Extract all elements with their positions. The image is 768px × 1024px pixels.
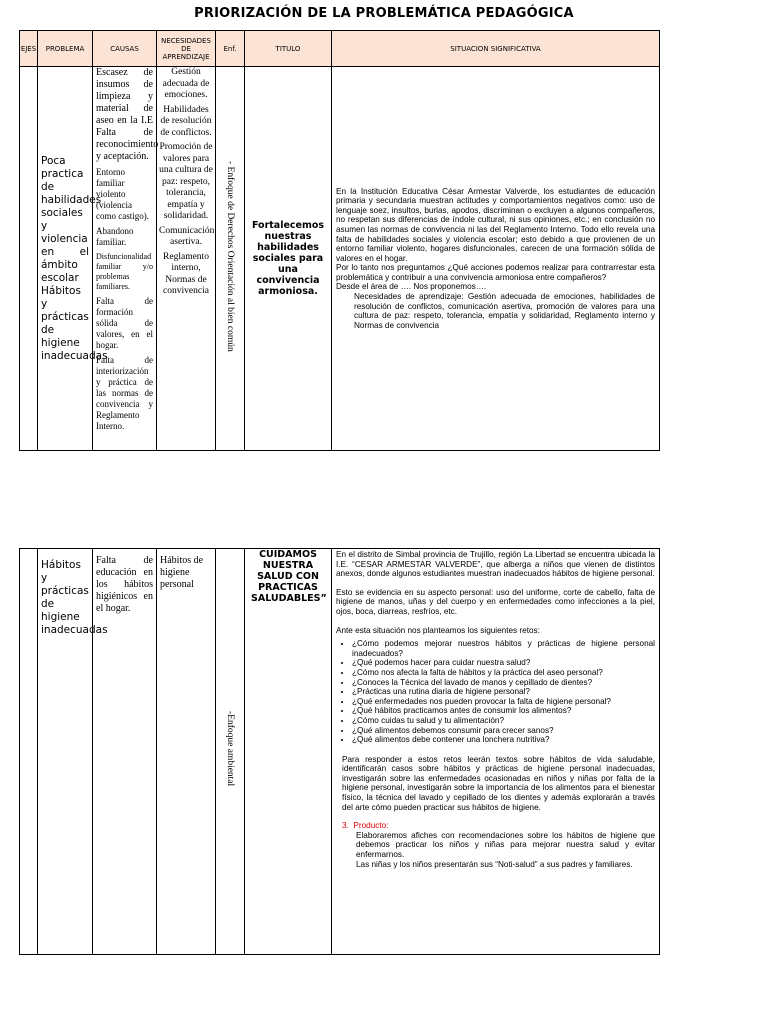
necesidad-item: Reglamento interno, Normas de convivencia <box>163 251 209 296</box>
producto-heading <box>336 821 655 831</box>
list-item: • ¿Conoces la Técnica del lavado de manos y cepillado de dientes? <box>352 678 655 688</box>
header-titulo: TITULO <box>245 31 332 67</box>
situacion-paragraph: Esto se evidencia en su aspecto personal: uso del uniforme, corte de cabello, falta de higiene de manos, uñas y del cuerpo y en enfermedades como infecciones a la piel, ojos, boca, diarreas, resfríos, etc. <box>336 587 655 616</box>
list-item: • ¿Prácticas una rutina diaria de higiene personal? <box>352 687 655 697</box>
priorization-table-2 <box>19 548 660 955</box>
list-item: • ¿Cómo nos afecta la falta de hábitos y la práctica del aseo personal? <box>352 668 655 678</box>
header-ejes: EJES <box>20 31 38 67</box>
necesidad-item: Habilidades de resolución de conflictos. <box>160 104 212 138</box>
causas-cell: Falta de educación en los hábitos higiénicos en el hogar. <box>93 549 157 955</box>
list-item: • ¿Qué enfermedades nos pueden provocar la falta de higiene personal? <box>352 697 655 707</box>
enfoque-text: - Enfoque de Derechos Orientación al bien común <box>225 160 235 352</box>
enfoque-text: -Enfoque ambiental <box>225 711 235 787</box>
causa-item: Entorno familiar violento (violencia como castigo). <box>96 167 149 221</box>
problema-cell: Hábitos y prácticas de higiene inadecuadas <box>38 549 93 955</box>
situacion-paragraph: Ante esta situación nos planteamos los siguientes retos: <box>336 625 540 635</box>
causa-item: Disfuncionalidad familiar y/o problemas familiares. <box>96 252 153 291</box>
causa-item: Abandono familiar. <box>96 226 134 247</box>
list-item: • ¿Qué podemos hacer para cuidar nuestra salud? <box>352 658 655 668</box>
situacion-paragraph: En la Institución Educativa César Armestar Valverde, los estudiantes de educación primaria y secundaria muestran actitudes y comportamientos negativos como: uso de lenguaje soez, insultos, burlas, apodos, discriminan o excluyen a algunos compañeros, no respetan sus diferencias de índole cultural, ni sus opiniones, etc.; en conclusión no asumen las normas de convivencia ni las del Reglamento Interno. Todo ello revela una falta de habilidades sociales y violencia escolar; esto debido a que provienen de un entorno familiar violento, hogares disfuncionales, carecen de una formación sólida de valores en el hogar. <box>336 186 655 263</box>
necesidad-item: Promoción de valores para una cultura de paz: respeto, tolerancia, empatía y solidaridad. <box>159 142 213 221</box>
page-title: PRIORIZACIÓN DE LA PROBLEMÁTICA PEDAGÓGICA <box>194 6 574 21</box>
problema-cell: Poca practica de habilidades sociales y violencia en el ámbito escolar Hábitos y prácticas de higiene inadecuadas <box>38 67 93 451</box>
header-necesidades: NECESIDADES DE APRENDIZAJE <box>157 31 216 67</box>
producto-number: 3. <box>342 821 349 831</box>
list-item: • ¿Qué alimentos debe contener una lonchera nutritiva? <box>352 735 655 745</box>
situacion-paragraph: Necesidades de aprendizaje: Gestión adecuada de emociones, habilidades de resolución de conflictos, comunicación asertiva, promoción de valores para una cultura de paz: respeto, tolerancia, empatía y solidaridad, Reglamento interno y Normas de convivencia <box>354 292 655 330</box>
causas-cell <box>93 67 157 451</box>
list-item: • ¿Qué alimentos debemos consumir para crecer sanos? <box>352 726 655 736</box>
necesidad-item: Gestión adecuada de emociones. <box>162 67 210 100</box>
table-row <box>20 67 660 451</box>
priorization-table-1 <box>19 30 660 451</box>
titulo-cell: Fortalecemos nuestras habilidades sociales para una convivencia armoniosa. <box>245 67 332 451</box>
enfoque-cell <box>216 549 245 955</box>
ejes-cell <box>20 67 38 451</box>
ejes-cell <box>20 549 38 955</box>
causa-item: Escasez de insumos de limpieza y material de aseo en la I.E Falta de reconocimiento y aceptación. <box>96 67 159 162</box>
producto-label: Producto: <box>353 821 389 831</box>
situacion-paragraph: En el distrito de Simbal provincia de Trujillo, región La Libertad se encuentra ubicada la I.E. “CESAR ARMESTAR VALVERDE”, que alberga a niños que vienen de distintos anexos, donde algunos estudiantes muestran inadecuados hábitos de higiene personal. <box>336 550 655 579</box>
retos-list <box>336 639 655 745</box>
titulo-cell: CUIDAMOS NUESTRA SALUD CON PRACTICAS SALUDABLES” <box>245 549 332 955</box>
situacion-paragraph: Para responder a estos retos leerán textos sobre hábitos de vida saludable, identificarán casos sobre hábitos y prácticas de higiene personal inadecuadas, investigarán sobre las enfermedades ocasionadas en niños y niñas por falta de la higiene personal, investigarán sobre la importancia de los alimentos para el bienestar físico, la técnica del lavado y cepillado de los dientes y además explorarán a través del arte cómo pueden practicar sus hábitos de higiene. <box>342 754 655 812</box>
header-row <box>20 31 660 67</box>
causa-item: Falta de formación sólida de valores, en el hogar. <box>96 296 153 350</box>
list-item: • ¿Cómo podemos mejorar nuestros hábitos y prácticas de higiene personal inadecuados? <box>352 639 655 658</box>
header-causas: CAUSAS <box>93 31 157 67</box>
header-enfoque: Enf. <box>216 31 245 67</box>
necesidades-cell: Hábitos de higiene personal <box>157 549 216 955</box>
enfoque-cell <box>216 67 245 451</box>
header-problema: PROBLEMA <box>38 31 93 67</box>
table-row <box>20 549 660 955</box>
situacion-paragraph: Desde el área de …. Nos proponemos…. <box>336 282 487 292</box>
necesidades-cell <box>157 67 216 451</box>
situacion-cell <box>332 67 660 451</box>
necesidad-item: Comunicación asertiva. <box>159 225 215 247</box>
list-item: • ¿Cómo cuidas tu salud y tu alimentación? <box>352 716 655 726</box>
producto-text: Elaboraremos afiches con recomendaciones sobre los hábitos de higiene que debemos practicar los niños y niñas para mejorar nuestra salud y evitar enfermarnos. <box>356 830 655 860</box>
situacion-paragraph: Por lo tanto nos preguntamos ¿Qué acciones podemos realizar para contrarrestar esta problemática y contribuir a una convivencia armoniosa entre compañeros? <box>336 263 655 282</box>
list-item: • ¿Qué hábitos practicamos antes de consumir los alimentos? <box>352 706 655 716</box>
producto-text: Las niñas y los niños presentarán sus “Noti-salud” a sus padres y familiares. <box>356 859 633 869</box>
header-situacion: SITUACION SIGNIFICATIVA <box>332 31 660 67</box>
causa-item: Falta de interiorización y práctica de las normas de convivencia y Reglamento Interno. <box>96 355 153 431</box>
situacion-cell <box>332 549 660 955</box>
